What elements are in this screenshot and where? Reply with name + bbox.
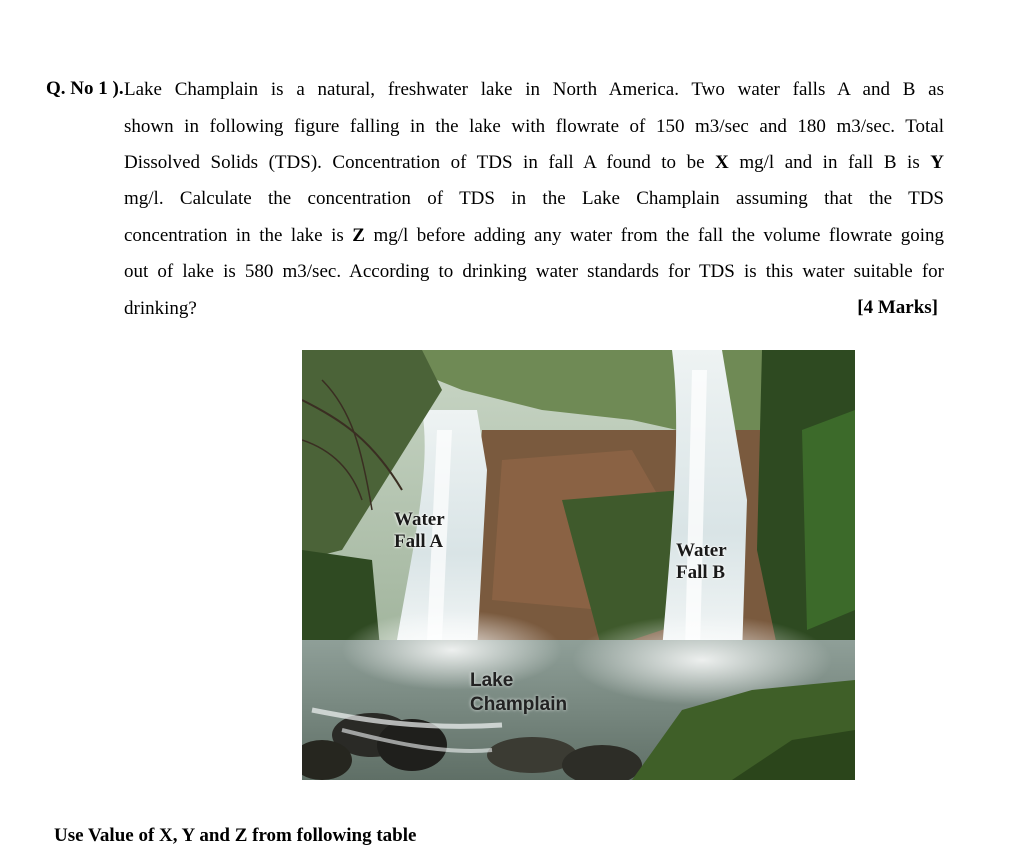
fall-a-label <box>394 509 445 553</box>
question-line <box>124 260 944 284</box>
question-text: mg/l. Calculate the concentration of TDS in the Lake Champlain assuming that the TDS <box>124 188 944 209</box>
question-text: mg/l before adding any water from the fall the volume flowrate going <box>364 225 944 246</box>
waterfall-photo <box>302 350 855 780</box>
fall-a-label-line: Water <box>394 509 445 530</box>
question-text: Dissolved Solids (TDS). Concentration of TDS in fall A found to be <box>124 152 716 173</box>
question-line <box>124 297 944 321</box>
waterfall-illustration <box>302 350 855 780</box>
variable-symbol: Y <box>930 152 944 173</box>
question-line <box>124 187 944 211</box>
variable-symbol: X <box>715 152 729 173</box>
fall-b-label-line: Water <box>676 540 727 561</box>
question-line <box>124 78 944 102</box>
variable-symbol: Z <box>352 225 365 246</box>
question-text: out of lake is 580 m3/sec. According to drinking water standards for TDS is this water suitable for <box>124 261 944 282</box>
question-line <box>124 115 944 139</box>
question-line <box>124 151 944 175</box>
question-text: shown in following figure falling in the lake with flowrate of 150 m3/sec and 180 m3/sec. Total <box>124 116 944 137</box>
lake-label-line: Champlain <box>470 694 568 715</box>
lake-champlain-label <box>470 669 567 717</box>
question-line <box>124 224 944 248</box>
fall-b-label <box>676 540 727 584</box>
marks-label: [4 Marks] <box>857 297 938 318</box>
question-text: Lake Champlain is a natural, freshwater lake in North America. Two water falls A and B as <box>124 79 944 100</box>
lake-label-line: Lake <box>470 670 514 691</box>
question-number: Q. No 1 ). <box>46 78 124 99</box>
table-instruction: Use Value of X, Y and Z from following table <box>54 825 417 846</box>
question-text: mg/l and in fall B is <box>728 152 931 173</box>
fall-b-label-line: Fall B <box>676 562 726 583</box>
question-text: concentration in the lake is <box>124 225 353 246</box>
fall-a-label-line: Fall A <box>394 531 444 552</box>
question-text: drinking? <box>124 298 197 319</box>
